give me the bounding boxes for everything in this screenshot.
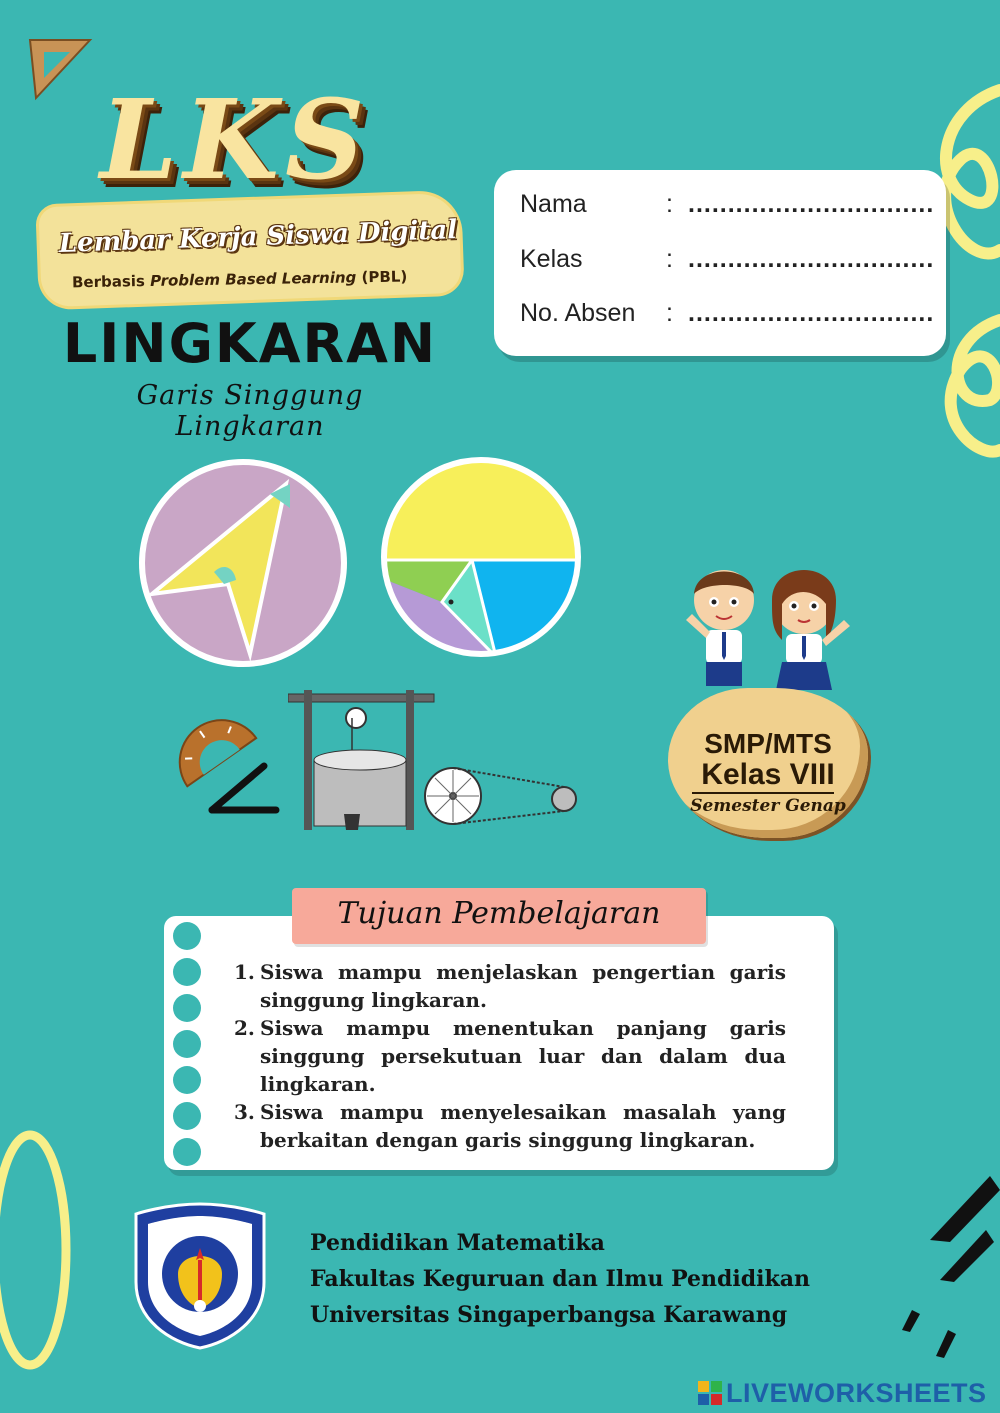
triangle-ruler-icon	[26, 34, 96, 104]
belt-pulley-icon	[420, 766, 584, 832]
attendance-number-field[interactable]: No. Absen : ...............................	[520, 299, 935, 327]
banner-title: Lembar Kerja Siswa Digital	[58, 215, 458, 259]
circle-segments-illustration	[376, 452, 586, 662]
brush-stroke-decoration	[890, 1170, 1000, 1370]
class-field[interactable]: Kelas : ...............................	[520, 245, 935, 273]
liveworksheets-logo-icon	[698, 1381, 722, 1405]
objective-item: 2. Siswa mampu menentukan panjang garis singgung persekutuan luar dan dalam dua lingkaran.	[234, 1016, 786, 1096]
school-level-label: SMP/MTS	[704, 728, 832, 759]
tangent-kite-circle-illustration	[136, 456, 350, 670]
objective-item: 1. Siswa mampu menjelaskan pengertian garis singgung lingkaran.	[234, 960, 786, 1012]
logo-text-holder	[0, 0, 1, 1]
institution-line-2: Fakultas Keguruan dan Ilmu Pendidikan	[310, 1266, 811, 1292]
institution-line-1: Pendidikan Matematika	[310, 1230, 605, 1256]
binder-hole	[173, 958, 201, 986]
objective-item: 3. Siswa mampu menyelesaikan masalah yang berkaitan dengan garis singgung lingkaran.	[234, 1100, 786, 1152]
liveworksheets-watermark[interactable]: LIVEWORKSHEETS	[726, 1378, 987, 1408]
name-field[interactable]: Nama : ...............................	[520, 190, 935, 218]
binder-hole	[173, 1138, 201, 1166]
lks-logo-text: LKS	[100, 75, 371, 204]
water-well-icon	[288, 690, 438, 838]
institution-line-3: Universitas Singaperbangsa Karawang	[310, 1302, 788, 1328]
yellow-ring-decoration	[0, 1120, 90, 1380]
binder-hole	[173, 1102, 201, 1130]
university-logo	[134, 1202, 266, 1350]
topic-subtitle: Garis Singgung Lingkaran	[136, 380, 364, 442]
binder-hole	[173, 922, 201, 950]
binder-hole	[173, 1030, 201, 1058]
objectives-list	[230, 958, 786, 1154]
banner-subtitle: Berbasis Problem Based Learning (PBL)	[71, 267, 408, 292]
badge-divider	[692, 792, 834, 794]
binder-hole	[173, 994, 201, 1022]
binder-hole	[173, 1066, 201, 1094]
semester-label: Semester Genap	[690, 796, 846, 816]
protractor-icon	[166, 704, 282, 816]
identity-card	[494, 170, 946, 356]
grade-label: Kelas VIII	[701, 758, 835, 791]
objectives-heading: Tujuan Pembelajaran	[337, 896, 661, 931]
topic-title: LINGKARAN	[62, 312, 438, 375]
